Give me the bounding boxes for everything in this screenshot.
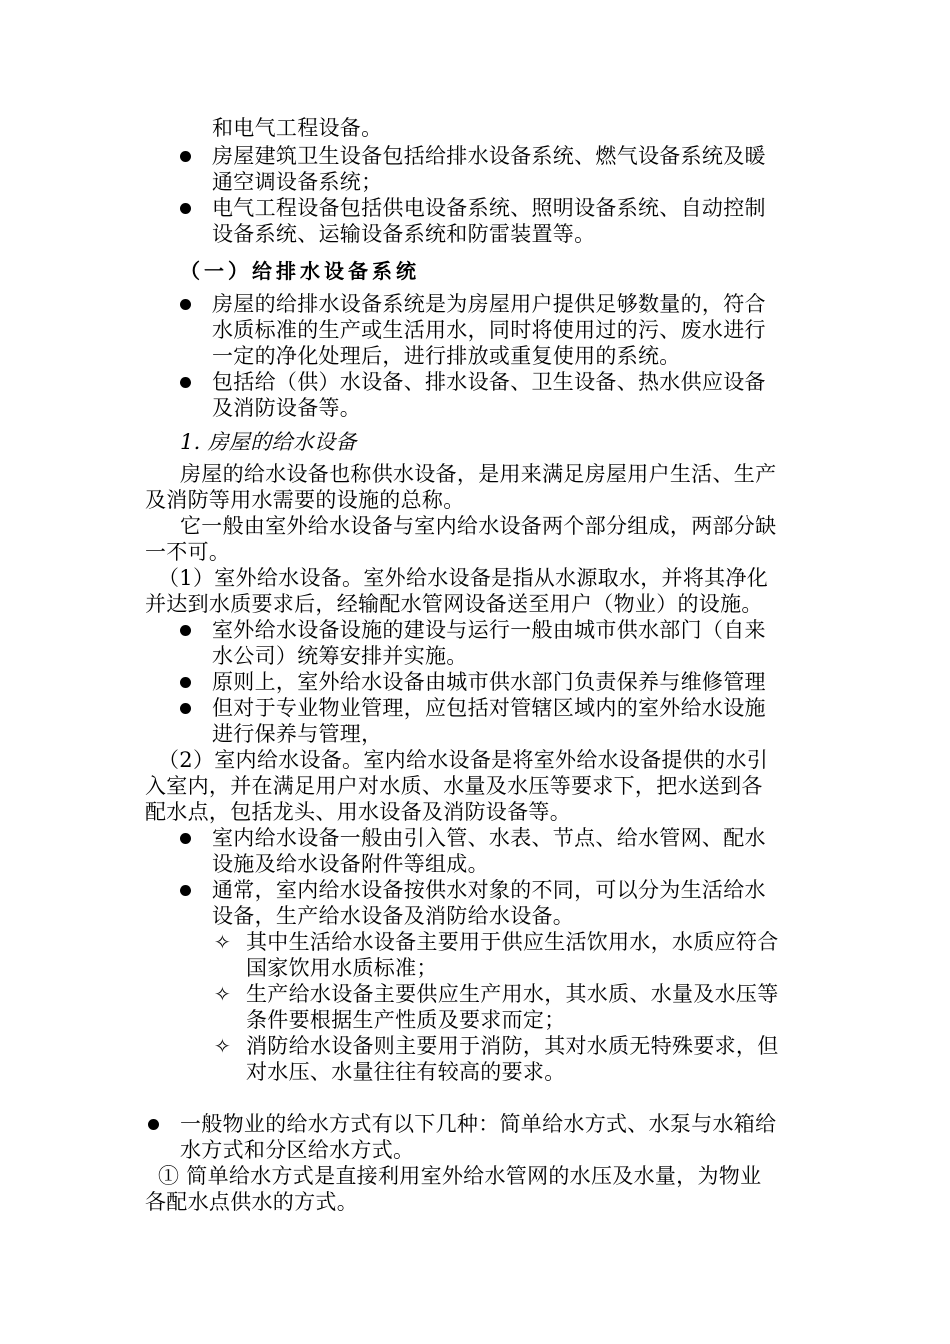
bullet-icon: [180, 151, 191, 162]
text-line: （2）室内给水设备。室内给水设备是将室外给水设备提供的水引: [158, 748, 769, 772]
text-line: 但对于专业物业管理，应包括对管辖区域内的室外给水设施: [212, 696, 766, 720]
text-line: 房屋的给排水设备系统是为房屋用户提供足够数量的，符合: [212, 292, 766, 316]
bullet-icon: [180, 703, 191, 714]
bullet-icon: [180, 299, 191, 310]
text-line: 房屋建筑卫生设备包括给排水设备系统、燃气设备系统及暖: [212, 144, 766, 168]
bullet-icon: [180, 885, 191, 896]
text-line: 进行保养与管理，: [212, 722, 383, 746]
text-line: 室内给水设备一般由引入管、水表、节点、给水管网、配水: [212, 826, 766, 850]
section-heading: （一）给排水设备系统: [180, 259, 420, 283]
text-line: 和电气工程设备。: [212, 116, 383, 140]
text-line: 各配水点供水的方式。: [145, 1190, 358, 1214]
text-line: 及消防等用水需要的设施的总称。: [145, 488, 465, 512]
text-line: 它一般由室外给水设备与室内给水设备两个部分组成，两部分缺: [180, 514, 777, 538]
text-line: 一不可。: [145, 540, 231, 564]
text-line: 对水压、水量往往有较高的要求。: [246, 1060, 566, 1084]
text-line: 包括给（供）水设备、排水设备、卫生设备、热水供应设备: [212, 370, 766, 394]
text-line: （1）室外给水设备。室外给水设备是指从水源取水，并将其净化: [158, 566, 769, 590]
text-line: 入室内，并在满足用户对水质、水量及水压等要求下，把水送到各: [145, 774, 763, 798]
text-line: 水公司）统筹安排并实施。: [212, 644, 468, 668]
diamond-bullet-icon: ✧: [214, 930, 231, 954]
diamond-bullet-icon: ✧: [214, 982, 231, 1006]
text-line: 电气工程设备包括供电设备系统、照明设备系统、自动控制: [212, 196, 766, 220]
text-line: 水质标准的生产或生活用水，同时将使用过的污、废水进行: [212, 318, 766, 342]
text-line: 其中生活给水设备主要用于供应生活饮用水，水质应符合: [246, 930, 779, 954]
bullet-icon: [180, 377, 191, 388]
text-line: 水方式和分区给水方式。: [180, 1138, 415, 1162]
text-line: 生产给水设备主要供应生产用水，其水质、水量及水压等: [246, 982, 779, 1006]
subsection-heading: 1. 房屋的给水设备: [180, 430, 357, 454]
bullet-icon: [180, 677, 191, 688]
text-line: 设备系统、运输设备系统和防雷装置等。: [212, 222, 596, 246]
text-line: 室外给水设备设施的建设与运行一般由城市供水部门（自来: [212, 618, 766, 642]
text-line: 原则上，室外给水设备由城市供水部门负责保养与维修管理: [212, 670, 766, 694]
text-line: 房屋的给水设备也称供水设备，是用来满足房屋用户生活、生产: [180, 462, 777, 486]
bullet-icon: [180, 833, 191, 844]
text-line: 一般物业的给水方式有以下几种：简单给水方式、水泵与水箱给: [180, 1112, 777, 1136]
text-line: 通常，室内给水设备按供水对象的不同，可以分为生活给水: [212, 878, 766, 902]
text-line: 消防给水设备则主要用于消防，其对水质无特殊要求，但: [246, 1034, 779, 1058]
text-line: 设施及给水设备附件等组成。: [212, 852, 489, 876]
text-line: 并达到水质要求后，经输配水管网设备送至用户（物业）的设施。: [145, 592, 763, 616]
bullet-icon: [180, 625, 191, 636]
text-line: 设备，生产给水设备及消防给水设备。: [212, 904, 575, 928]
text-line: 及消防设备等。: [212, 396, 362, 420]
diamond-bullet-icon: ✧: [214, 1034, 231, 1058]
text-line: 条件要根据生产性质及要求而定；: [246, 1008, 566, 1032]
bullet-icon: [180, 203, 191, 214]
text-line: 通空调设备系统；: [212, 170, 383, 194]
text-line: 一定的净化处理后，进行排放或重复使用的系统。: [212, 344, 681, 368]
text-line: ① 简单给水方式是直接利用室外给水管网的水压及水量，为物业: [158, 1164, 762, 1188]
text-line: 配水点，包括龙头、用水设备及消防设备等。: [145, 800, 571, 824]
bullet-icon: [148, 1119, 159, 1130]
text-line: 国家饮用水质标准；: [246, 956, 438, 980]
